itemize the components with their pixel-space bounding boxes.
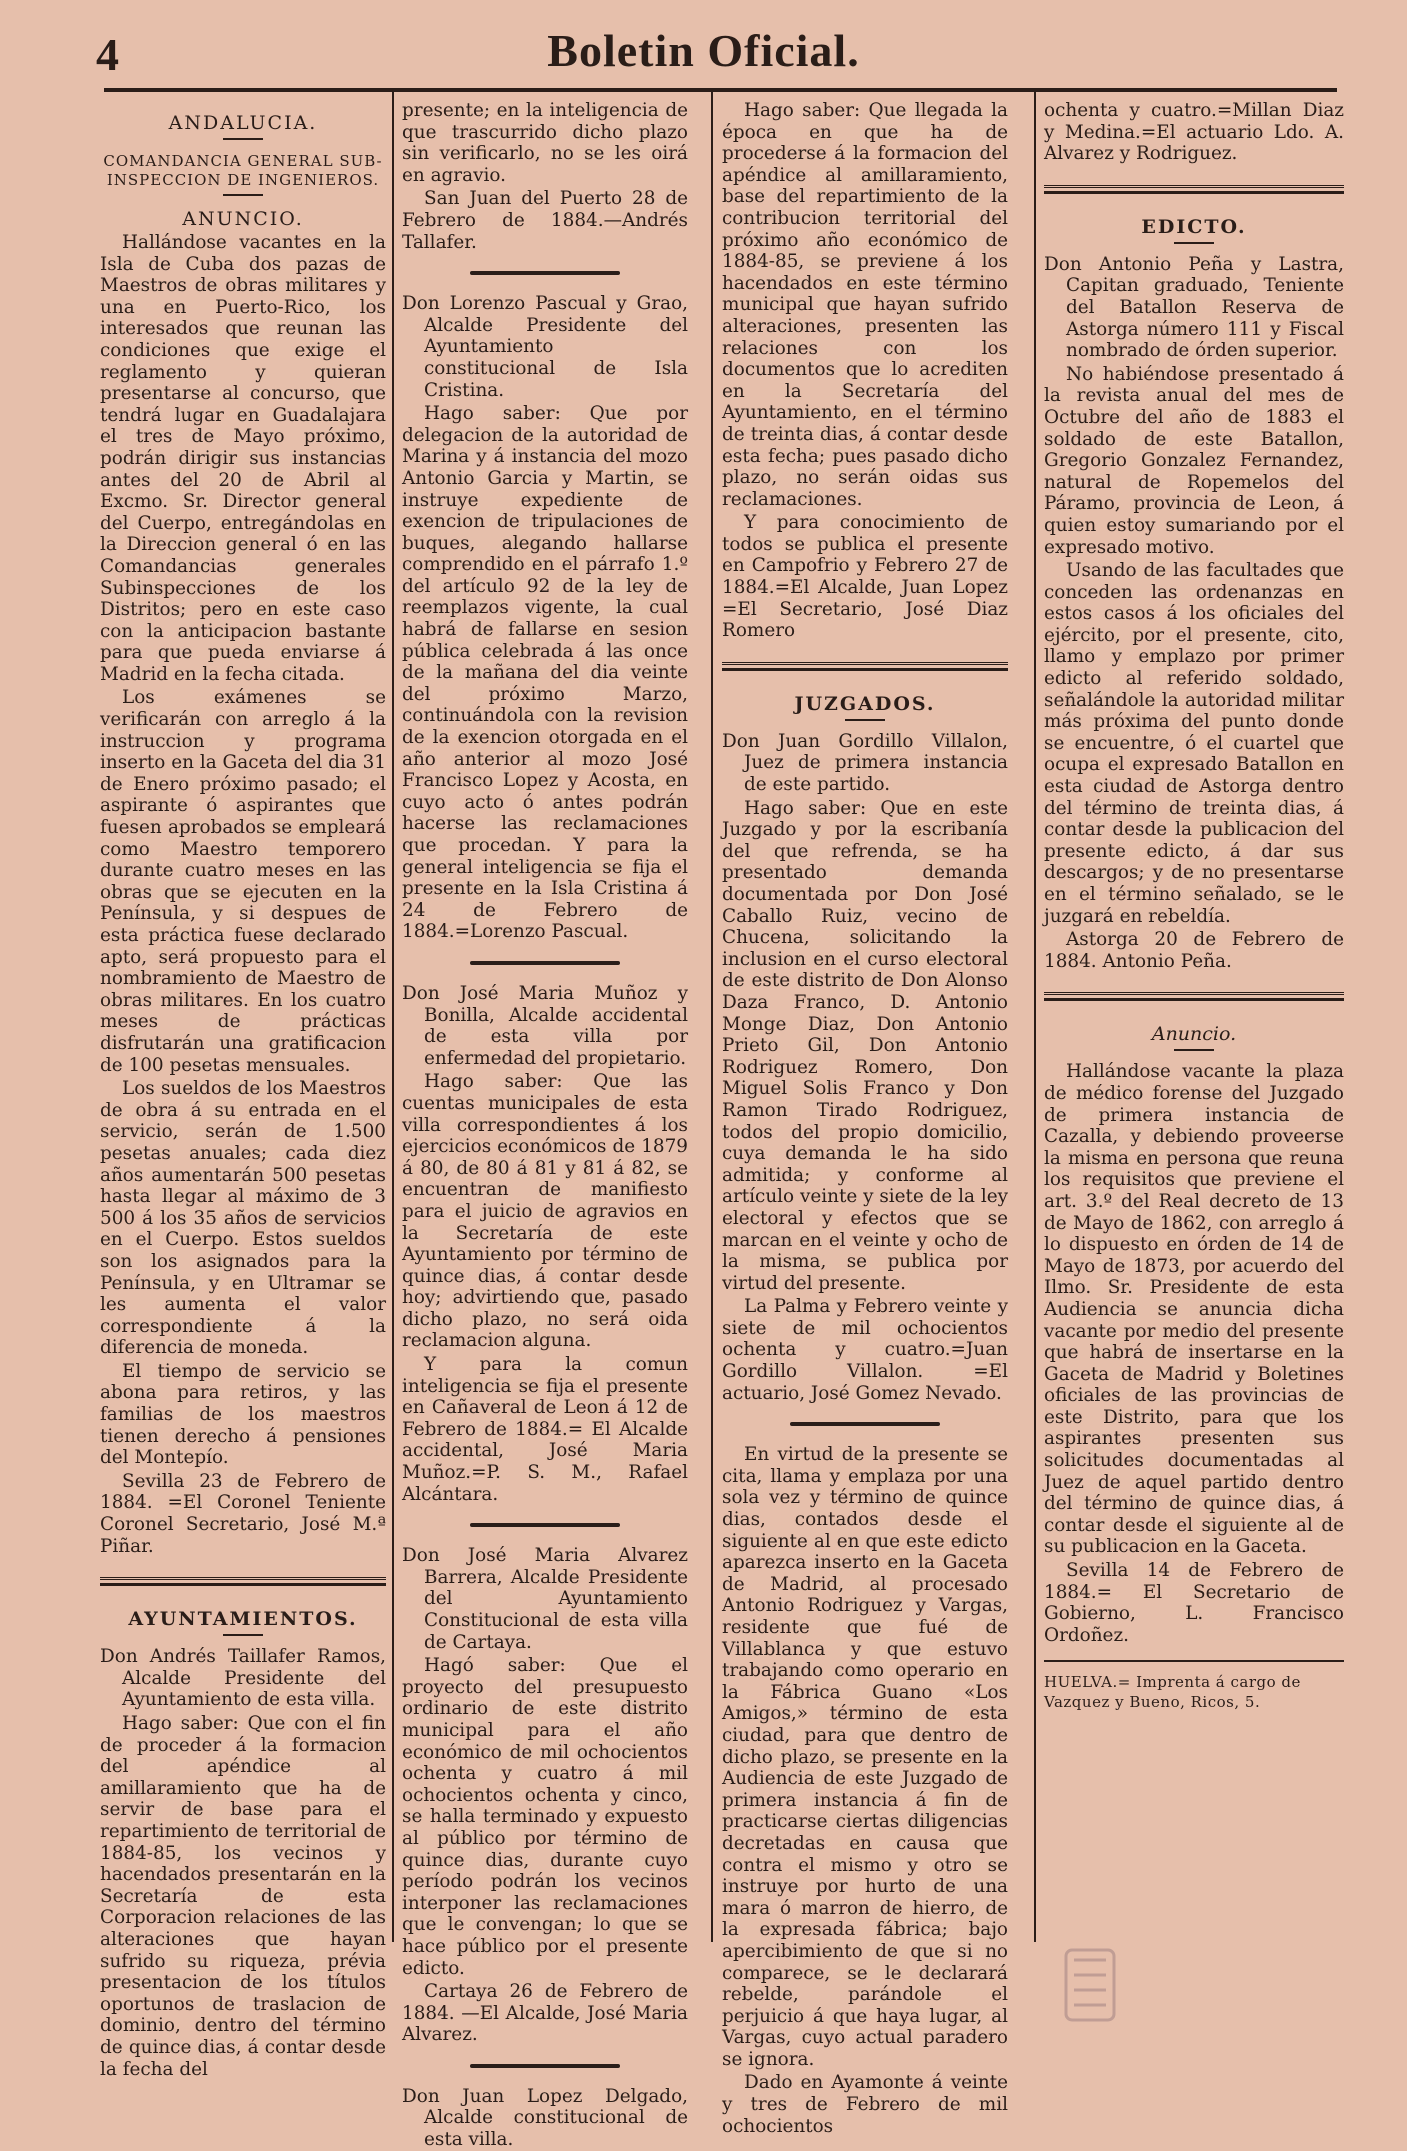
notice-separator <box>790 1422 940 1426</box>
column-3 <box>722 100 1008 2137</box>
heading-ornament <box>1174 242 1214 244</box>
paragraph: Los sueldos de los Maestros de obra á su entrada en el servicio, serán de 1.500 pesetas anuales; cada diez años aumentarán 500 pesetas hasta llegar al máximo de 3 500 á los 35 años de servicios en el Cuerpo. Estos sueldos son los asignados para la Península, y en Ultramar se les aumenta el valor correspondiente á la diferencia de moneda. <box>100 1078 386 1359</box>
anuncio-heading: ANUNCIO. <box>182 208 304 230</box>
paragraph: presente; en la inteligencia de que trascurrido dicho plazo sin verificarlo, no se les oirá en agravio. <box>402 100 688 186</box>
column-4 <box>1044 100 1344 1940</box>
heading-ornament <box>223 194 263 196</box>
paragraph: ochenta y cuatro.=Millan Diaz y Medina.=El actuario Ldo. A. Alvarez y Rodriguez. <box>1044 100 1344 165</box>
signature: Sevilla 14 de Febrero de 1884.= El Secretario de Gobierno, L. Francisco Ordoñez. <box>1044 1560 1344 1646</box>
paragraph: Hago saber: Que en este Juzgado y por la escribanía del que refrenda, se ha presentado demanda documentada por Don José Caballo Ruiz, vecino de Chucena, solicitando la inclusion en el curso electoral de este distrito de Don Alonso Daza Franco, D. Antonio Monge Diaz, Don Antonio Prieto Gil, Don Antonio Rodriguez Romero, Don Miguel Solis Franco y Don Ramon Tirado Rodriguez, todos del propio domicilio, cuya demanda le ha sido admitida; y conforme al artículo veinte y siete de la ley electoral y efectos que se marcan en el veinte y ocho de la misma, se publica por virtud del presente. <box>722 797 1008 1294</box>
paragraph: Hago saber: Que por delegacion de la autoridad de Marina y á instancia del mozo Antonio Garcia y Martin, se instruye expediente de exencion de tripulaciones de buques, alegando hallarse comprendido en el párrafo 1.º del artículo 92 de la ley de reemplazos vigente, la cual habrá de fallarse en sesion pública celebrada á las once de la mañana del dia veinte del próximo Marzo, continuándola con la revision de la exencion otorgada en el año anterior al mozo José Francisco Lopez y Acosta, en cuyo acto ó antes podrán hacerse las reclamaciones que procedan. Y para la general inteligencia se fija el presente en la Isla Cristina á 24 de Febrero de 1884.=Lorenzo Pascual. <box>402 403 688 943</box>
library-watermark-logo <box>1060 1930 1340 2040</box>
column-divider <box>1034 92 1036 1942</box>
imprint-rule <box>1044 1660 1344 1662</box>
signature: Sevilla 23 de Febrero de 1884. =El Coronel Teniente Coronel Secretario, José M.ª Piñar. <box>100 1470 386 1557</box>
notice-separator <box>470 271 620 275</box>
ayuntamientos-heading: AYUNTAMIENTOS. <box>128 1608 358 1631</box>
section-divider <box>722 662 1008 671</box>
header-rule <box>104 88 1337 92</box>
notice-heading: Don Andrés Taillafer Ramos, Alcalde Presidente del Ayuntamiento de esta villa. <box>100 1646 386 1711</box>
signature: Cartaya 26 de Febrero de 1884. —El Alcalde, José Maria Alvarez. <box>402 1981 688 2046</box>
edicto-heading: EDICTO. <box>1141 215 1247 238</box>
notice-heading: Don Juan Lopez Delgado, Alcalde constitucional de esta villa. <box>402 2085 688 2151</box>
newspaper-title: Boletin Oficial. <box>547 25 860 76</box>
notice-heading: Don Antonio Peña y Lastra, Capitan graduado, Teniente del Batallon Reserva de Astorga número 111 y Fiscal nombrado de órden superior. <box>1044 253 1344 362</box>
paragraph: Los exámenes se verificarán con arreglo á la instruccion y programa inserto en la Gaceta del dia 31 de Enero próximo pasado; el aspirante ó aspirantes que fuesen aprobados se empleará como Maestro temporero durante cuatro meses en las obras que se ejecuten en la Península, y si despues de esta práctica fuese declarado apto, será propuesto para el nombramiento de Maestro de obras militares. En los cuatro meses de prácticas disfrutarán una gratificacion de 100 pesetas mensuales. <box>100 687 386 1076</box>
heading-ornament <box>1174 1049 1214 1051</box>
paragraph: Hallándose vacantes en la Isla de Cuba dos pazas de Maestros de obras militares y una en Puerto-Rico, los interesados que reunan las condiciones que exige el reglamento y quieran presentarse al concurso, que tendrá lugar en Guadalajara el tres de Mayo próximo, podrán dirigir sus instancias antes del 20 de Abril al Excmo. Sr. Director general del Cuerpo, entregándolas en la Direccion general ó en las Comandancias generales Subinspecciones de los Distritos; pero en este caso con la anticipacion bastante para que pueda enviarse á Madrid en la fecha citada. <box>100 232 386 685</box>
paragraph: En virtud de la presente se cita, llama y emplaza por una sola vez y término de quince dias, contados desde el siguiente al en que este edicto aparezca inserto en la Gaceta de Madrid, al procesado Antonio Rodriguez y Vargas, residente que fué de Villablanca y que estuvo trabajando como operario en la Fábrica Guano «Los Amigos,» término de esta ciudad, para que dentro de dicho plazo, se presente en la Audiencia de este Juzgado de primera instancia á fin de practicarse ciertas diligencias decretadas en causa que contra el mismo y otro se instruye por hurto de una mara ó marron de hierro, de la expresada fábrica; bajo apercibimiento de que si no comparece, se le declarará rebelde, parándole el perjuicio á que haya lugar, al Vargas, cuyo actual paradero se ignora. <box>722 1444 1008 2070</box>
section-divider <box>1044 185 1344 194</box>
paragraph: La Palma y Febrero veinte y siete de mil ochocientos ochenta y cuatro.=Juan Gordillo Villalon. =El actuario, José Gomez Nevado. <box>722 1296 1008 1404</box>
notice-separator <box>470 1523 620 1527</box>
notice-separator <box>470 2064 620 2068</box>
juzgados-heading: JUZGADOS. <box>794 692 936 715</box>
subsection-heading: COMANDANCIA GENERAL SUB-INSPECCION DE INGENIEROS. <box>103 152 383 189</box>
paragraph: Usando de las facultades que conceden las ordenanzas en estos casos á los oficiales del ejército, por el presente, cito, llamo y emplazo por primer edicto al referido soldado, señalándole la autoridad militar más próxima del punto donde se encuentre, ó el cuartel que ocupa el expresado Batallon en esta ciudad de Astorga dentro del término de treinta dias, á contar desde la publicacion del presente edicto, á dar sus descargos; y de no presentarse en el término señalado, se le juzgará en rebeldía. <box>1044 560 1344 927</box>
notice-heading: Don Lorenzo Pascual y Grao, Alcalde Presidente del Ayuntamiento constitucional de Isla Cristina. <box>402 293 688 401</box>
section-divider <box>100 1577 386 1586</box>
notice-heading: Don José Maria Muñoz y Bonilla, Alcalde accidental de esta villa por enfermedad del propietario. <box>402 982 688 1069</box>
signature: Astorga 20 de Febrero de 1884. Antonio Peña. <box>1044 929 1344 972</box>
notice-heading: Don José Maria Alvarez Barrera, Alcalde Presidente del Ayuntamiento Constitucional de esta villa de Cartaya. <box>402 1545 688 1653</box>
column-2 <box>402 100 688 2151</box>
notice-heading: Don Juan Gordillo Villalon, Juez de primera instancia de este partido. <box>722 730 1008 796</box>
paragraph: Y para conocimiento de todos se publica el presente en Campofrio y Febrero 27 de 1884.=El Alcalde, Juan Lopez =El Secretario, José Diaz Romero <box>722 512 1008 642</box>
column-1 <box>100 100 386 2080</box>
paragraph: Y para la comun inteligencia se fija el presente en Cañaveral de Leon á 12 de Febrero de 1884.= El Alcalde accidental, José Maria Muñoz.=P. S. M., Rafael Alcántara. <box>402 1354 688 1505</box>
section-divider <box>1044 992 1344 1001</box>
notice-separator <box>470 961 620 965</box>
paragraph: Hago saber: Que llegada la época en que ha de procederse á la formacion del apéndice al amillaramiento, base del repartimiento de la contribucion territorial del próximo año económico de 1884-85, se previene á los hacendados en este término municipal que hayan sufrido alteraciones, presenten las relaciones con los documentos que lo acrediten en la Secretaría del Ayuntamiento, en el término de treinta dias, á contar desde esta fecha; pues pasado dicho plazo, no serán oidas sus reclamaciones. <box>722 100 1008 510</box>
page-number: 4 <box>96 29 119 80</box>
column-divider <box>392 92 394 1942</box>
paragraph: Hallándose vacante la plaza de médico forense del Juzgado de primera instancia de Cazalla, y debiendo proveerse la misma en persona que reuna los requisitos que previene el art. 3.º del Real decreto de 13 de Mayo de 1862, con arreglo á lo dispuesto en órden de 14 de Mayo de 1873, por acuerdo del Ilmo. Sr. Presidente de esta Audiencia se anuncia dicha vacante por medio del presente que habrá de insertarse en la Gaceta de Madrid y Boletines oficiales de las provincias de este Distrito, para que los aspirantes presenten sus solicitudes documentadas al Juez de aquel partido dentro del término de quince dias, á contar desde el siguiente al de su publicacion en la Gaceta. <box>1044 1061 1344 1558</box>
paragraph: No habiéndose presentado á la revista anual del mes de Octubre del año de 1883 el soldado de este Batallon, Gregorio Gonzalez Fernandez, natural de Ropemelos del Páramo, provincia de Leon, á quien estoy sumariando por el expresado motivo. <box>1044 363 1344 558</box>
heading-ornament <box>223 1634 263 1636</box>
heading-ornament <box>845 719 885 721</box>
signature: San Juan del Puerto 28 de Febrero de 1884.—Andrés Tallafer. <box>402 188 688 253</box>
paragraph: Hago saber: Que con el fin de proceder á la formacion del apéndice al amillaramiento que ha de servir de base para el repartimiento de territorial de 1884-85, los vecinos y hacendados presentarán en la Secretaría de esta Corporacion relaciones de las alteraciones que hayan sufrido su riqueza, prévia presentacion de los títulos oportunos de traslacion de dominio, dentro del término de quince dias, á contar desde la fecha del <box>100 1713 386 2080</box>
paragraph: Dado en Ayamonte á veinte y tres de Febrero de mil ochocientos <box>722 2072 1008 2137</box>
anuncio-heading: Anuncio. <box>1151 1023 1237 1046</box>
imprint-line: HUELVA.= Imprenta á cargo de Vazquez y Bueno, Ricos, 5. <box>1044 1673 1301 1712</box>
column-divider <box>711 92 713 1942</box>
heading-ornament <box>223 138 263 140</box>
section-heading-andalucia: ANDALUCIA. <box>168 112 318 134</box>
paragraph: Hago saber: Que las cuentas municipales de esta villa correspondientes á los ejercicios económicos de 1879 á 80, de 80 á 81 y 81 á 82, se encuentran de manifiesto para el juicio de agravios en la Secretaría de este Ayuntamiento por término de quince dias, á contar desde hoy; advirtiendo que, pasado dicho plazo, no será oida reclamacion alguna. <box>402 1071 688 1352</box>
paragraph: El tiempo de servicio se abona para retiros, y las familias de los maestros tienen derecho á pensiones del Montepío. <box>100 1360 386 1469</box>
paragraph: Hagó saber: Que el proyecto del presupuesto ordinario de este distrito municipal para el año económico de mil ochocientos ochenta y cuatro á mil ochocientos ochenta y cinco, se halla terminado y expuesto al público por término de quince dias, durante cuyo período podrán los vecinos interponer las reclamaciones que le convengan; lo que se hace público por el presente edicto. <box>402 1655 688 1979</box>
